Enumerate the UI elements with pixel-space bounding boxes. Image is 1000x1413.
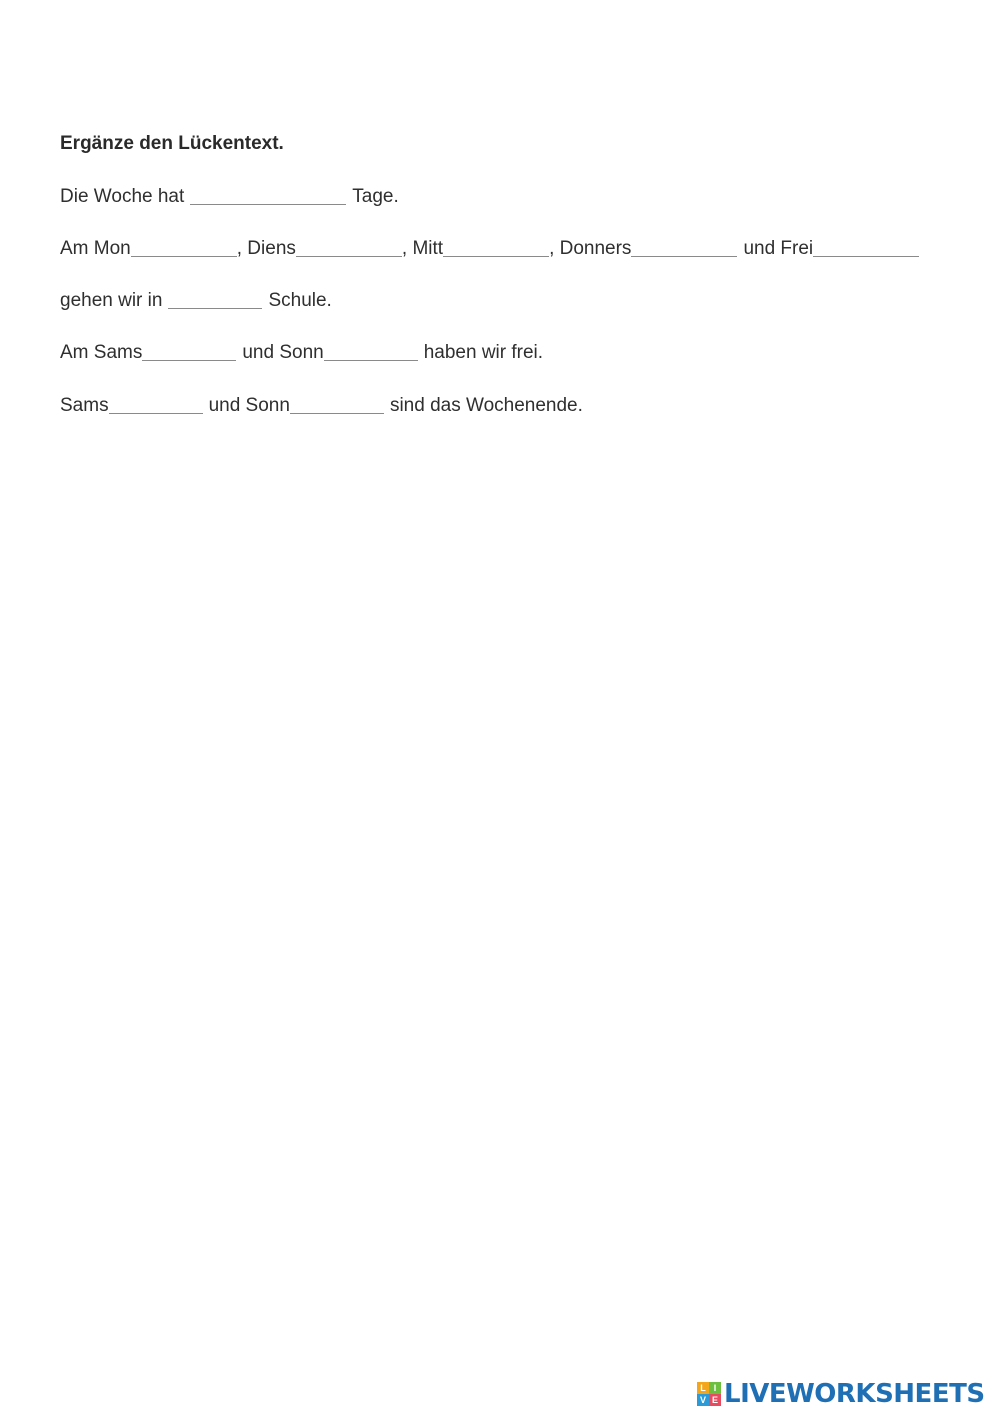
logo-text: LIVEWORKSHEETS [724, 1379, 985, 1409]
gap-blank-sonntag[interactable] [324, 359, 418, 361]
sentence-text: Die Woche hat [60, 186, 185, 207]
sentence-text: , Mitt [401, 238, 444, 259]
gap-blank-mittwoch[interactable] [443, 255, 549, 257]
sentence-text: Am Mon [60, 238, 131, 259]
sentence-text: , Diens [236, 238, 296, 259]
gap-blank-donnerstag[interactable] [631, 255, 737, 257]
sentence-line-4 [60, 341, 543, 365]
sentence-line-2 [60, 237, 919, 261]
sentence-text: Schule. [268, 290, 332, 311]
sentence-text: und Sonn [208, 395, 290, 416]
logo-mark-letter: V [697, 1394, 709, 1406]
sentence-text: haben wir frei. [423, 342, 544, 363]
gap-blank-die[interactable] [168, 307, 262, 309]
gap-blank-montag[interactable] [131, 255, 237, 257]
gap-blank-sonntag-2[interactable] [290, 412, 384, 414]
liveworksheets-logo [697, 1379, 985, 1409]
gap-blank-samstag[interactable] [142, 359, 236, 361]
worksheet-title: Ergänze den Lückentext. [60, 133, 284, 154]
gap-blank-freitag[interactable] [813, 255, 919, 257]
sentence-line-5 [60, 394, 583, 418]
gap-blank-samstag-2[interactable] [109, 412, 203, 414]
sentence-line-3 [60, 289, 332, 313]
logo-mark-letter: L [697, 1382, 709, 1394]
sentence-text: und Sonn [242, 342, 324, 363]
sentence-text: Am Sams [60, 342, 143, 363]
logo-mark-letter: E [709, 1394, 721, 1406]
logo-mark-letter: I [709, 1382, 721, 1394]
sentence-line-1 [60, 185, 399, 209]
sentence-text: und Frei [743, 238, 814, 259]
sentence-text: Tage. [352, 186, 399, 207]
sentence-text: , Donners [549, 238, 632, 259]
sentence-text: gehen wir in [60, 290, 163, 311]
gap-blank-dienstag[interactable] [296, 255, 402, 257]
gap-blank-tage[interactable] [190, 203, 346, 205]
sentence-text: Sams [60, 395, 109, 416]
logo-mark-icon [697, 1382, 721, 1406]
sentence-text: sind das Wochenende. [389, 395, 583, 416]
